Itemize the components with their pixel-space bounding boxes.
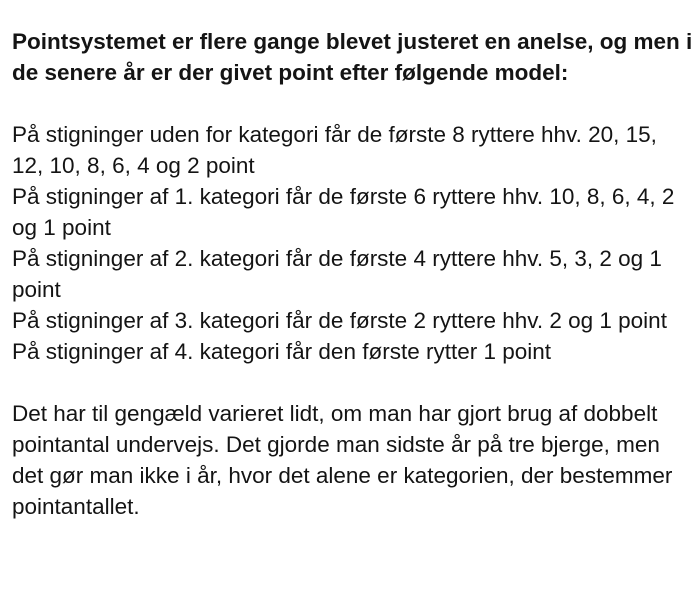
points-rules-list xyxy=(12,119,694,367)
closing-paragraph: Det har til gengæld varieret lidt, om man har gjort brug af dobbelt pointantal undervejs. Det gjorde man sidste år på tre bjerge, men det gør man ikke i år, hvor det alene er kategorien, der bestemmer pointantallet. xyxy=(12,401,673,519)
rule-uden-kategori: På stigninger uden for kategori får de første 8 ryttere hhv. 20, 15, 12, 10, 8, 6, 4 og 2 point xyxy=(12,122,657,178)
paragraph-gap xyxy=(12,367,694,398)
rule-kategori-2: På stigninger af 2. kategori får de første 4 ryttere hhv. 5, 3, 2 og 1 point xyxy=(12,246,662,302)
rule-kategori-3: På stigninger af 3. kategori får de første 2 ryttere hhv. 2 og 1 point xyxy=(12,308,667,333)
paragraph-gap xyxy=(12,88,694,119)
intro-heading: Pointsystemet er flere gange blevet justeret en anelse, og men i de senere år er der givet point efter følgende model: xyxy=(12,29,693,85)
rule-kategori-1: På stigninger af 1. kategori får de første 6 ryttere hhv. 10, 8, 6, 4, 2 og 1 point xyxy=(12,184,675,240)
document-body xyxy=(12,26,694,522)
rule-kategori-4: På stigninger af 4. kategori får den første rytter 1 point xyxy=(12,339,552,364)
